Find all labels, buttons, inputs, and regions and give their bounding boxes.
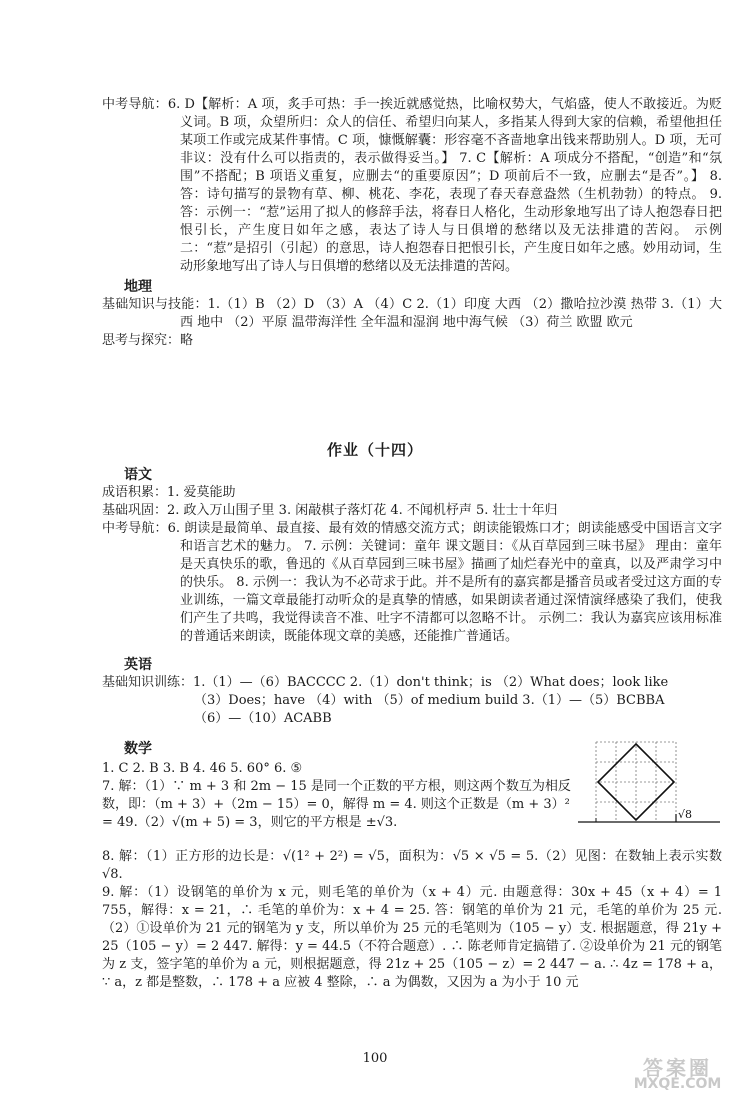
thinking-explore: 思考与探究：略 bbox=[102, 333, 194, 348]
math-section bbox=[102, 740, 572, 832]
math-section-continued bbox=[102, 848, 722, 992]
math-q9: 9. 解：（1）设钢笔的单价为 x 元，则毛笔的单价为（x + 4）元. 由题意得：30x + 45（x + 4）= 1 755，解得：x = 21，∴ 毛笔的单价为：x + 4 = 25. 答：钢笔的单价为 21 元，毛笔的单价为 25 元.（2）①设单价为 21 元的钢笔为 y 支，所以单价为 25 元的毛笔则为（105 − y）支. 根据题意，得 21y + 25（105 − y）= 2 447. 解得：y = 44.5（不符合题意）. ∴ 陈老师肯定搞错了. ②设单价为 21 元的钢笔为 z 支，签字笔的单价为 a 元，则根据题意，得 21z + 25（105 − z）= 2 447 − a. ∴ 4z = 178 + a，∵ a，z 都是整数，∴ 178 + a 应被 4 整除，∴ a 为偶数，又因为 a 为小于 10 元 bbox=[102, 885, 722, 990]
english-line-2: （3）Does；have （4）with （5）of medium build 3.（1）—（5）BCBBA bbox=[194, 693, 665, 708]
english-line-3: （6）—（10）ACABB bbox=[194, 711, 332, 726]
math-q7: 7. 解：（1）∵ m + 3 和 2m − 15 是同一个正数的平方根，则这两个数互为相反数，即：（m + 3）+（2m − 15）= 0，解得 m = 4. 则这个正数是（m + 3）² = 49.（2）√(m + 5) = 3，则它的平方根是 ±√3. bbox=[102, 779, 571, 830]
chinese-heading: 语文 bbox=[124, 467, 152, 483]
math-answers-1-6: 1. C 2. B 3. B 4. 46 5. 60° 6. ⑤ bbox=[102, 761, 303, 776]
square-grid-figure bbox=[578, 738, 720, 836]
english-heading: 英语 bbox=[124, 657, 152, 673]
section-title: 作业（十四） bbox=[326, 441, 423, 459]
page-number: 100 bbox=[362, 1051, 388, 1066]
top-section bbox=[102, 96, 722, 350]
math-heading: 数学 bbox=[124, 741, 152, 757]
sqrt8-label: √8 bbox=[678, 808, 693, 821]
math-q8: 8. 解：（1）正方形的边长是：√(1² + 2²) = √5，面积为：√5 × √5 = 5.（2）见图：在数轴上表示实数√8. bbox=[102, 849, 722, 882]
english-line-1: 基础知识训练：1.（1）—（6）BACCCC 2.（1）don't think；is （2）What does；look like bbox=[102, 675, 669, 690]
geography-basics: 基础知识与技能：1.（1）B （2）D （3）A （4）C 2.（1）印度 大西 （2）撒哈拉沙漠 热带 3.（1）大西 地中 （2）平原 温带海洋性 全年温和湿润 地中海气候 （3）荷兰 欧盟 欧元 bbox=[102, 297, 722, 330]
zhongkao-guide-paragraph: 中考导航：6. D【解析：A 项，炙手可热：手一挨近就感觉热，比喻权势大，气焰盛，使人不敢接近。为贬义词。B 项，众望所归：众人的信任、希望归向某人，多指某人得到大家的信赖，希望他担任某项工作或完成某件事情。C 项，慷慨解囊：形容毫不吝啬地拿出钱来帮助别人。D 项，无可非议：没有什么可以指责的，表示做得妥当。】 7. C【解析：A 项成分不搭配，“创造”和“氛围”不搭配；B 项语义重复，应删去“的重要原因”；D 项前后不一致，应删去“是否”。】 8. 答：诗句描写的景物有草、柳、桃花、李花，表现了春天春意盎然（生机勃勃）的特点。 9. 答：示例一：“惹”运用了拟人的修辞手法，将春日人格化，生动形象地写出了诗人抱怨春日把恨引长，产生度日如年之感，表达了诗人与日俱增的愁绪以及无法排遣的苦闷。 示例二：“惹”是招引（引起）的意思，诗人抱怨春日把恨引长，产生度日如年之感。妙用动词，生动形象地写出了诗人与日俱增的愁绪以及无法排遣的苦闷。 bbox=[102, 97, 722, 274]
chinese-section bbox=[102, 466, 722, 646]
english-section bbox=[102, 656, 722, 728]
watermark-top: 答案圈 bbox=[643, 1056, 712, 1080]
geography-heading: 地理 bbox=[124, 279, 152, 295]
watermark-logo bbox=[610, 1056, 745, 1105]
chinese-idioms: 成语积累：1. 爱莫能助 bbox=[102, 485, 236, 500]
chinese-basics: 基础巩固：2. 政入万山围子里 3. 闲敲棋子落灯花 4. 不闻机杼声 5. 壮士十年归 bbox=[102, 503, 558, 518]
chinese-guide: 中考导航：6. 朗读是最简单、最直接、最有效的情感交流方式；朗读能锻炼口才；朗读能感受中国语言文字和语言艺术的魅力。 7. 示例：关键词：童年 课文题目：《从百草园到三味书屋》 理由：童年是天真快乐的歌，鲁迅的《从百草园到三味书屋》描画了灿烂春光中的童真，以及严肃学习中的快乐。 8. 示例一：我认为不必苛求于此。并不是所有的嘉宾都是播音员或者受过这方面的专业训练，一篇文章最能打动听众的是真挚的情感，如果朗读者通过深情演绎感染了我们，使我们产生了共鸣，我觉得读音不准、吐字不清都可以忽略不计。 示例二：我认为嘉宾应该用标准的普通话来朗读，既能体现文章的美感，还能推广普通话。 bbox=[102, 521, 722, 644]
watermark-bottom: MXQE.COM bbox=[633, 1076, 722, 1092]
